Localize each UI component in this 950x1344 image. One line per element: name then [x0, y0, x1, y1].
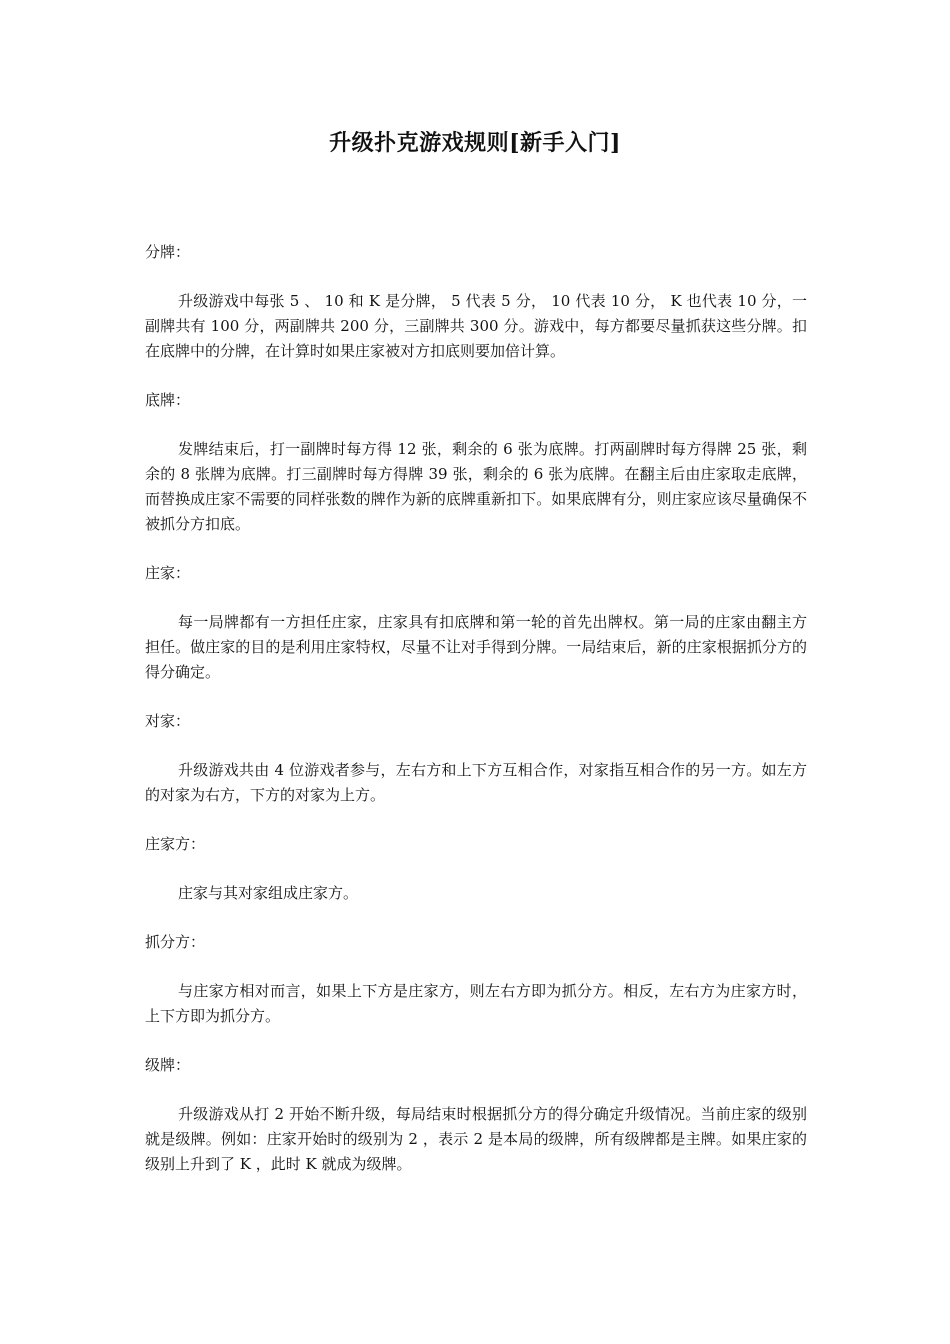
section-paragraph: 发牌结束后，打一副牌时每方得 12 张，剩余的 6 张为底牌。打两副牌时每方得牌 25 张，剩余的 8 张牌为底牌。打三副牌时每方得牌 39 张，剩余的 6 张为底牌。在翻主后由庄家取走底牌，而替换成庄家不需要的同样张数的牌作为新的底牌重新扣下。如果底牌有分，则庄家应该尽量确保不被抓分方扣底。 [145, 440, 807, 533]
section-dealer [145, 561, 807, 685]
section-heading: 抓分方： [145, 933, 206, 951]
section-dealer-side [145, 832, 807, 906]
section-paragraph: 庄家与其对家组成庄家方。 [178, 884, 359, 902]
section-partner [145, 709, 807, 808]
section-heading: 级牌： [145, 1056, 191, 1074]
section-heading: 庄家方： [145, 835, 206, 853]
section-heading: 对家： [145, 712, 191, 730]
section-heading: 庄家： [145, 564, 191, 582]
section-bottom-cards [145, 388, 807, 537]
section-heading: 分牌： [145, 243, 191, 261]
section-scoring-side [145, 930, 807, 1029]
section-paragraph: 升级游戏中每张 5 、 10 和 K 是分牌， 5 代表 5 分， 10 代表 10 分， K 也代表 10 分，一副牌共有 100 分，两副牌共 200 分，三副牌共 300 分。游戏中，每方都要尽量抓获这些分牌。扣在底牌中的分牌，在计算时如果庄家被对方扣底则要加倍计算。 [145, 292, 807, 360]
section-paragraph: 升级游戏共由 4 位游戏者参与，左右方和上下方互相合作，对家指互相合作的另一方。如左方的对家为右方，下方的对家为上方。 [145, 761, 807, 804]
document-title: 升级扑克游戏规则[新手入门] [329, 130, 621, 156]
section-heading: 底牌： [145, 391, 191, 409]
section-level-cards [145, 1053, 807, 1177]
section-paragraph: 与庄家方相对而言，如果上下方是庄家方，则左右方即为抓分方。相反，左右方为庄家方时，上下方即为抓分方。 [145, 982, 807, 1025]
document-body [145, 240, 807, 1201]
section-paragraph: 升级游戏从打 2 开始不断升级，每局结束时根据抓分方的得分确定升级情况。当前庄家的级别就是级牌。例如：庄家开始时的级别为 2 ，表示 2 是本局的级牌，所有级牌都是主牌。如果庄家的级别上升到了 K ，此时 K 就成为级牌。 [145, 1105, 807, 1173]
section-paragraph: 每一局牌都有一方担任庄家，庄家具有扣底牌和第一轮的首先出牌权。第一局的庄家由翻主方担任。做庄家的目的是利用庄家特权，尽量不让对手得到分牌。一局结束后，新的庄家根据抓分方的得分确定。 [145, 613, 807, 681]
section-scoring-cards [145, 240, 807, 364]
